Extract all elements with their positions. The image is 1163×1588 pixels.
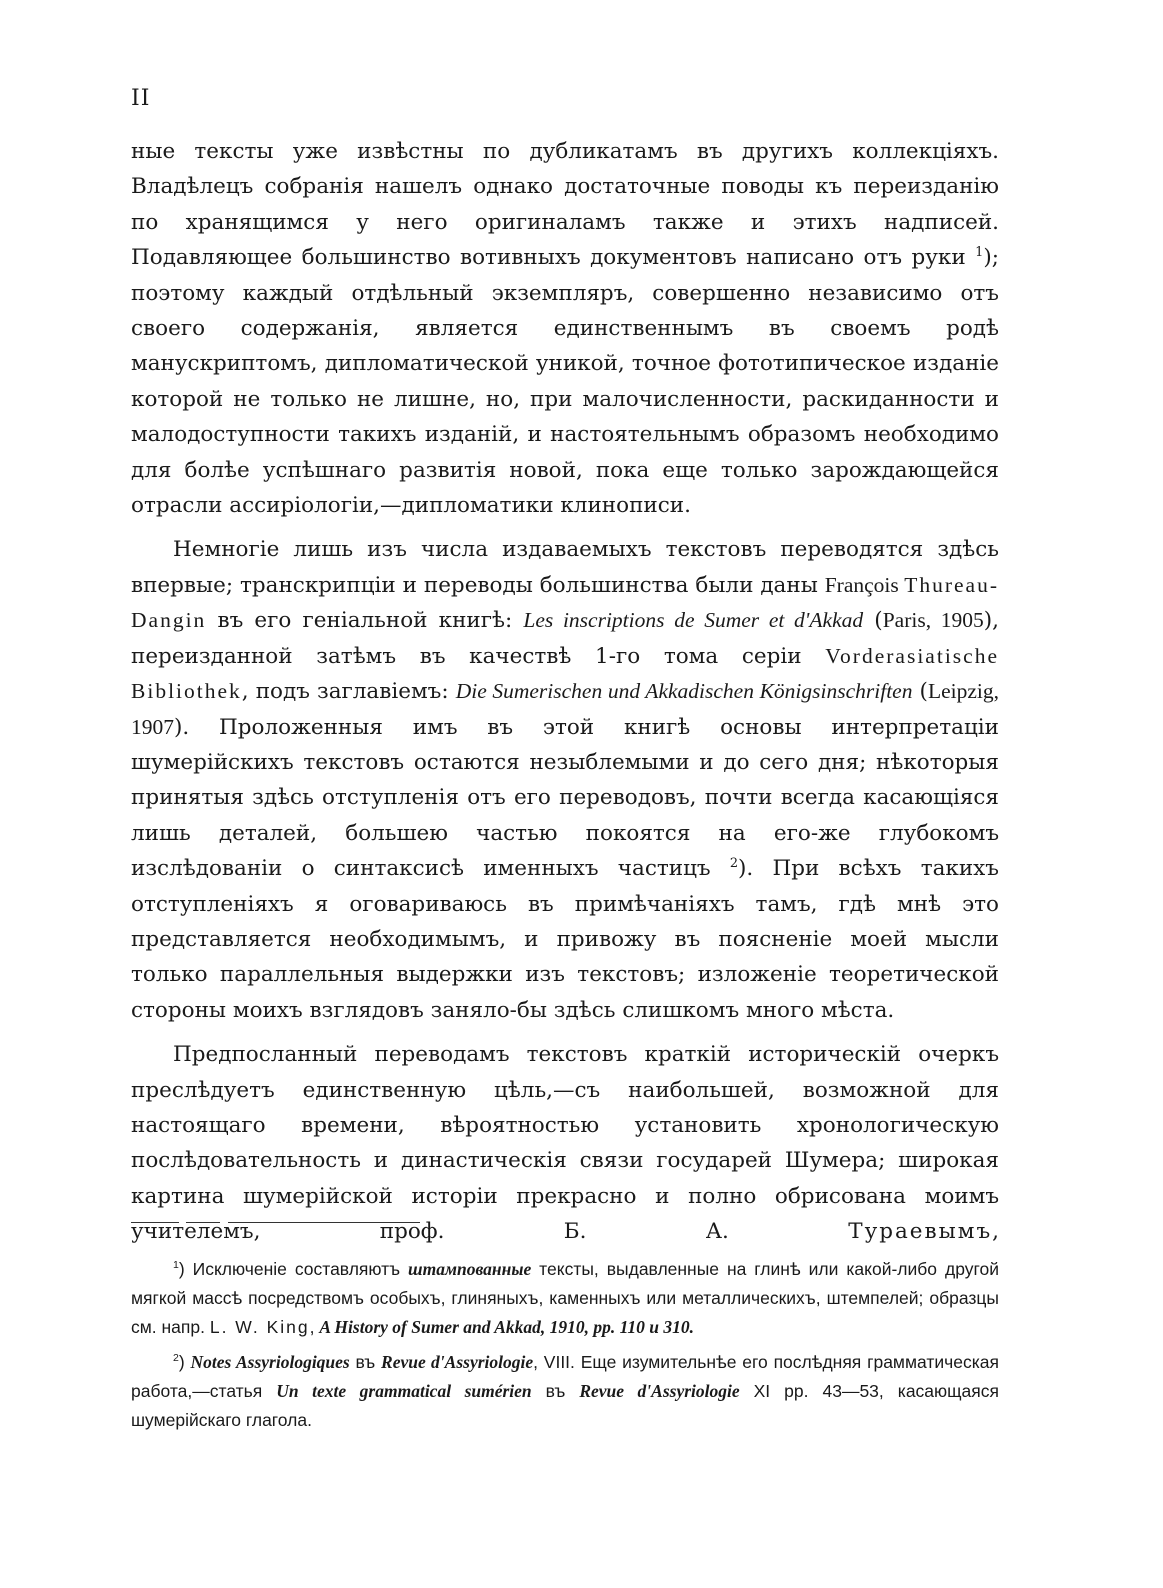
styled-text-run: Un texte grammatical sumérien: [276, 1381, 532, 1401]
footnote-marker: 2: [173, 1352, 179, 1365]
text-run: ). При всѣхъ такихъ отступленіяхъ я оговариваюсь въ примѣчаніяхъ тамъ, гдѣ мнѣ это представляется необходимымъ, и привожу въ поясненіе моей мысли только параллельныя выдержки изъ текстовъ; изложеніе теоретической стороны моихъ взглядовъ заняло-бы здѣсь слишкомъ много мѣста.: [131, 856, 999, 1023]
styled-text-run: Die Sumerischen und Akkadischen Königsinschriften: [455, 679, 913, 704]
styled-text-run: L. W. King: [209, 1317, 310, 1337]
text-run: (: [863, 608, 883, 634]
footnote: [131, 1255, 999, 1342]
styled-text-run: Revue d'Assyriologie: [579, 1381, 740, 1401]
text-run: ) Исключеніе составляютъ: [178, 1259, 409, 1279]
text-run: въ его геніальной книгѣ:: [206, 608, 524, 634]
footnote-marker: 1: [975, 245, 984, 261]
styled-text-run: Paris, 1905: [882, 608, 984, 633]
page-number: II: [131, 86, 151, 111]
text-run: ), переизданной затѣмъ въ качествѣ 1-го тома серіи: [131, 608, 1000, 669]
text-run: ); поэтому каждый отдѣльный экземпляръ, совершенно независимо отъ своего содержанія, является единственнымъ въ своемъ родѣ манускриптомъ, дипломатической уникой, точное фототипическое изданіе которой не только не лишне, но, при малочисленности, раскиданности и малодоступности такихъ изданій, и настоятельнымъ образомъ необходимо для болѣе успѣшнаго развитія новой, пока еще только зарождающейся отрасли ассиріологіи,—дипломатики клинописи.: [131, 245, 999, 519]
text-run: ,: [309, 1317, 320, 1337]
text-run: XI pp. 43—53, касающаяся шумерійскаго глагола.: [131, 1381, 999, 1430]
styled-text-run: Notes Assyriologiques: [190, 1352, 350, 1372]
styled-text-run: Leipzig, 1907: [131, 679, 999, 739]
text-run: (: [912, 679, 928, 705]
text-run: ,: [992, 1219, 999, 1245]
text-run: Предпосланный переводамъ текстовъ краткій историческій очеркъ преслѣдуетъ единственную цѣль,—съ наибольшей, возможной для настоящаго времени, вѣроятностью установить хронологическую послѣдовательность и династическія связи государей Шумера; широкая картина шумерійской исторіи прекрасно и полно обрисована моимъ учителемъ, проф. Б. А.: [131, 1042, 999, 1245]
text-run: ные тексты уже извѣстны по дубликатамъ въ другихъ коллекціяхъ. Владѣлецъ собранія нашелъ однако достаточные поводы къ переизданію по хранящимся у него оригиналамъ также и этихъ надписей. Подавляющее большинство вотивныхъ документовъ написано отъ руки: [131, 139, 999, 271]
styled-text-run: Revue d'Assyriologie: [381, 1352, 534, 1372]
paragraph: [131, 134, 999, 523]
paragraph: [131, 1037, 999, 1249]
text-run: , VIII. Еще изумительнѣе его послѣдняя грамматическая работа,—статья: [131, 1352, 999, 1401]
footnote: [131, 1348, 999, 1435]
footnote-marker: 1: [173, 1259, 179, 1272]
styled-text-run: Тураевымъ: [848, 1219, 993, 1245]
text-run: въ: [531, 1381, 580, 1401]
styled-text-run: Les inscriptions de Sumer et d'Akkad: [523, 608, 864, 633]
styled-text-run: François: [824, 572, 905, 597]
main-text: [131, 134, 999, 1259]
styled-text-run: Thureau-Dangin: [131, 572, 999, 633]
text-run: Немногіе лишь изъ числа издаваемыхъ текстовъ переводятся здѣсь впервые; транскрипціи и переводы большинства были даны: [131, 537, 999, 598]
paragraph: [131, 532, 999, 1028]
styled-text-run: A History of Sumer and Akkad, 1910, pp. 110 и 310.: [319, 1317, 695, 1337]
text-run: , подъ заглавіемъ:: [241, 679, 456, 705]
text-run: ): [178, 1352, 191, 1372]
footnote-rule-segment-1: [131, 1222, 179, 1223]
footnotes: [131, 1255, 999, 1441]
footnote-rule-segment-2: [186, 1222, 220, 1223]
text-run: тексты, выдавленные на глинѣ или какой-либо другой мягкой массѣ посредствомъ особыхъ, глиняныхъ, каменныхъ или металлическихъ, штемпелей; образцы см. напр.: [131, 1259, 999, 1337]
footnote-rule-segment-3: [228, 1222, 420, 1223]
text-run: въ: [349, 1352, 382, 1372]
footnote-marker: 2: [729, 855, 739, 871]
text-run: ). Проложенныя имъ въ этой книгѣ основы интерпретаціи шумерійскихъ текстовъ остаются незыблемыми и до сего дня; нѣкоторыя принятыя здѣсь отступленія отъ его переводовъ, почти всегда касающіяся лишь деталей, большею частью покоятся на его-же глубокомъ изслѣдованіи о синтаксисѣ именныхъ частицъ: [131, 714, 999, 882]
styled-text-run: Vorderasiatische Bibliothek: [131, 643, 999, 704]
styled-text-run: штампованные: [408, 1259, 532, 1279]
